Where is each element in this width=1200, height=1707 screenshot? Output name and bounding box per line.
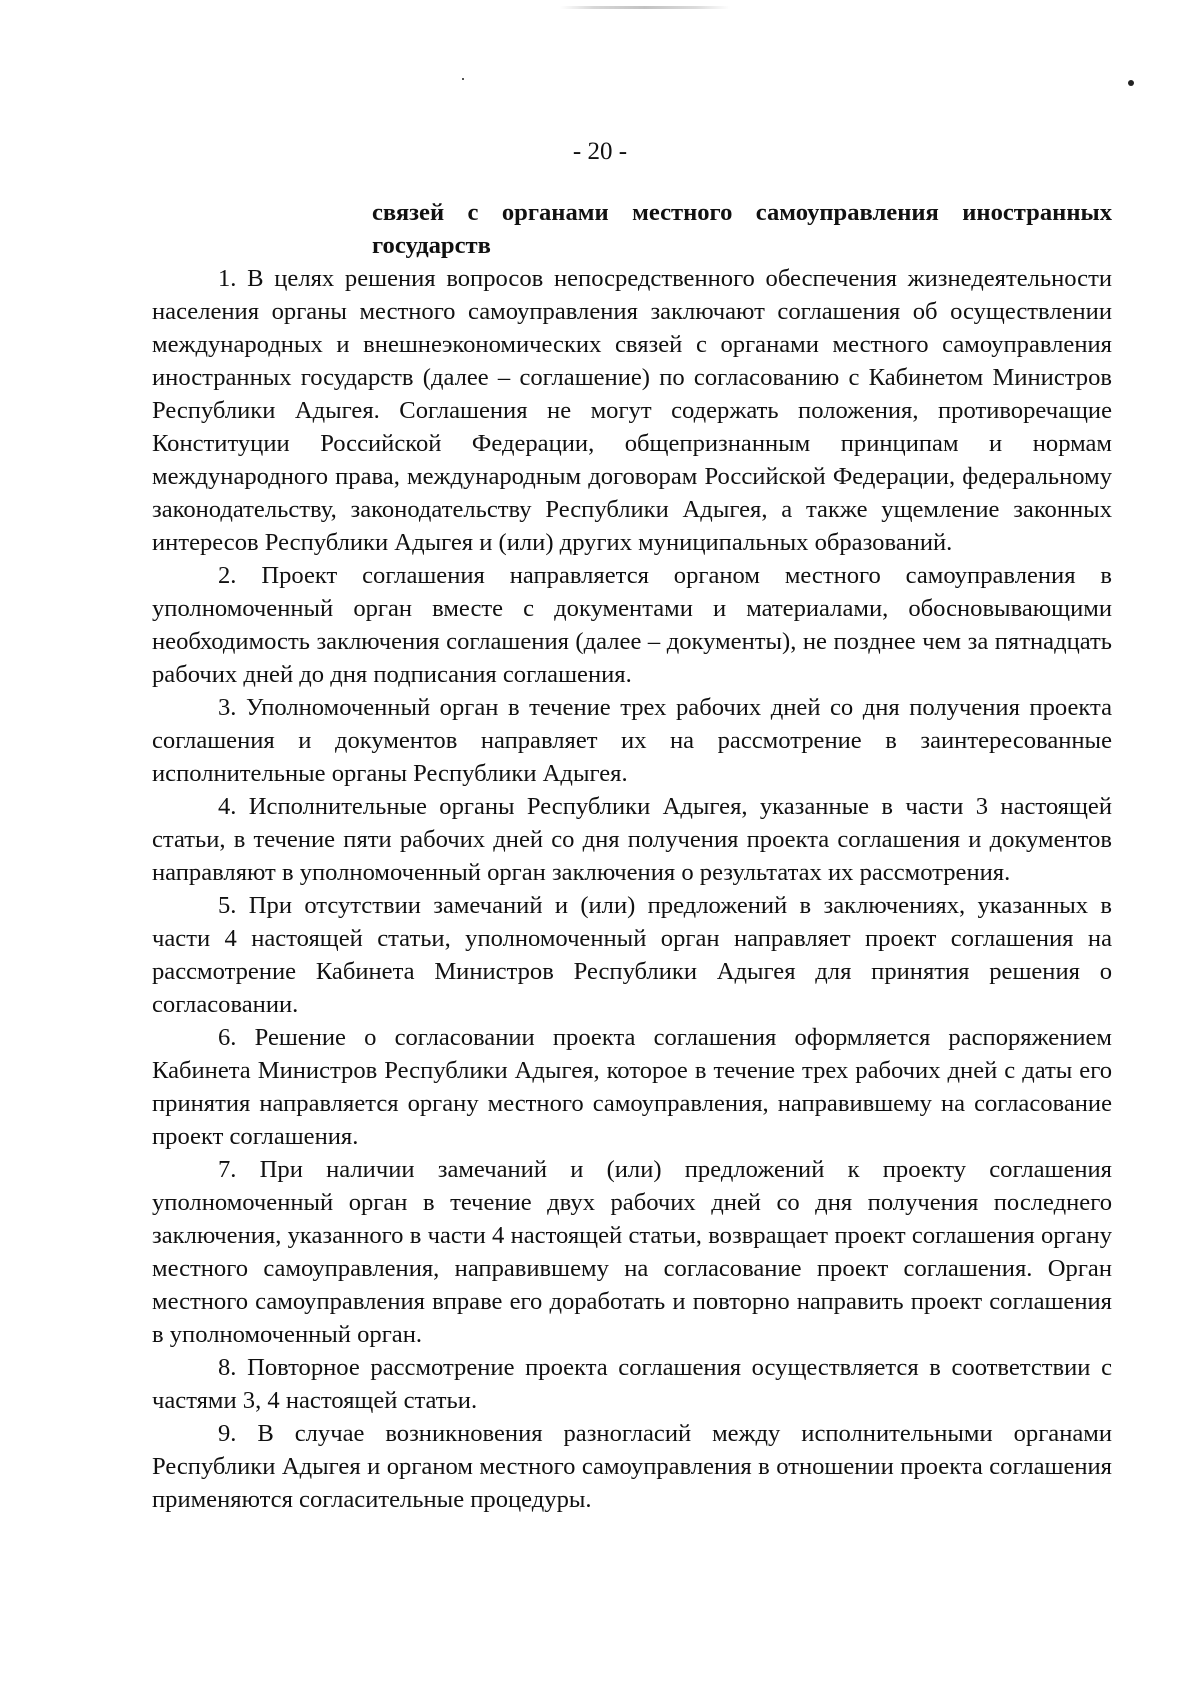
paragraph-7: 7. При наличии замечаний и (или) предложений к проекту соглашения уполномоченный орган в течение двух рабочих дней со дня получения последнего заключения, указанного в части 4 настоящей статьи, возвращает проект соглашения органу местного самоуправления, направившему на согласование проект соглашения. Орган местного самоуправления вправе его доработать и повторно направить проект соглашения в уполномоченный орган. [152, 1156, 1112, 1348]
page-number: - 20 - [572, 138, 628, 165]
document-body [152, 196, 1112, 1516]
paragraph-8: 8. Повторное рассмотрение проекта соглашения осуществляется в соответствии с частями 3, 4 настоящей статьи. [152, 1354, 1112, 1414]
section-heading: связей с органами местного самоуправления иностранных государств [372, 199, 1112, 259]
paragraph-9: 9. В случае возникновения разногласий между исполнительными органами Республики Адыгея и органом местного самоуправления в отношении проекта соглашения применяются согласительные процедуры. [152, 1420, 1112, 1513]
scan-artifact [560, 6, 730, 9]
paragraph-4: 4. Исполнительные органы Республики Адыгея, указанные в части 3 настоящей статьи, в течение пяти рабочих дней со дня получения проекта соглашения и документов направляют в уполномоченный орган заключения о результатах их рассмотрения. [152, 793, 1112, 886]
paragraph-1: 1. В целях решения вопросов непосредственного обеспечения жизнедеятельности населения органы местного самоуправления заключают соглашения об осуществлении международных и внешнеэкономических связей с органами местного самоуправления иностранных государств (далее – соглашение) по согласованию с Кабинетом Министров Республики Адыгея. Соглашения не могут содержать положения, противоречащие Конституции Российской Федерации, общепризнанным принципам и нормам международного права, международным договорам Российской Федерации, федеральному законодательству, законодательству Республики Адыгея, а также ущемление законных интересов Республики Адыгея и (или) других муниципальных образований. [152, 265, 1112, 556]
paragraph-2: 2. Проект соглашения направляется органом местного самоуправления в уполномоченный орган вместе с документами и материалами, обосновывающими необходимость заключения соглашения (далее – документы), не позднее чем за пятнадцать рабочих дней до дня подписания соглашения. [152, 562, 1112, 688]
paragraph-3: 3. Уполномоченный орган в течение трех рабочих дней со дня получения проекта соглашения и документов направляет их на рассмотрение в заинтересованные исполнительные органы Республики Адыгея. [152, 694, 1112, 787]
paragraph-6: 6. Решение о согласовании проекта соглашения оформляется распоряжением Кабинета Министров Республики Адыгея, которое в течение трех рабочих дней с даты его принятия направляется органу местного самоуправления, направившему на согласование проект соглашения. [152, 1024, 1112, 1150]
scan-artifact [1128, 80, 1134, 86]
paragraph-5: 5. При отсутствии замечаний и (или) предложений в заключениях, указанных в части 4 настоящей статьи, уполномоченный орган направляет проект соглашения на рассмотрение Кабинета Министров Республики Адыгея для принятия решения о согласовании. [152, 892, 1112, 1018]
scan-artifact [462, 78, 464, 80]
